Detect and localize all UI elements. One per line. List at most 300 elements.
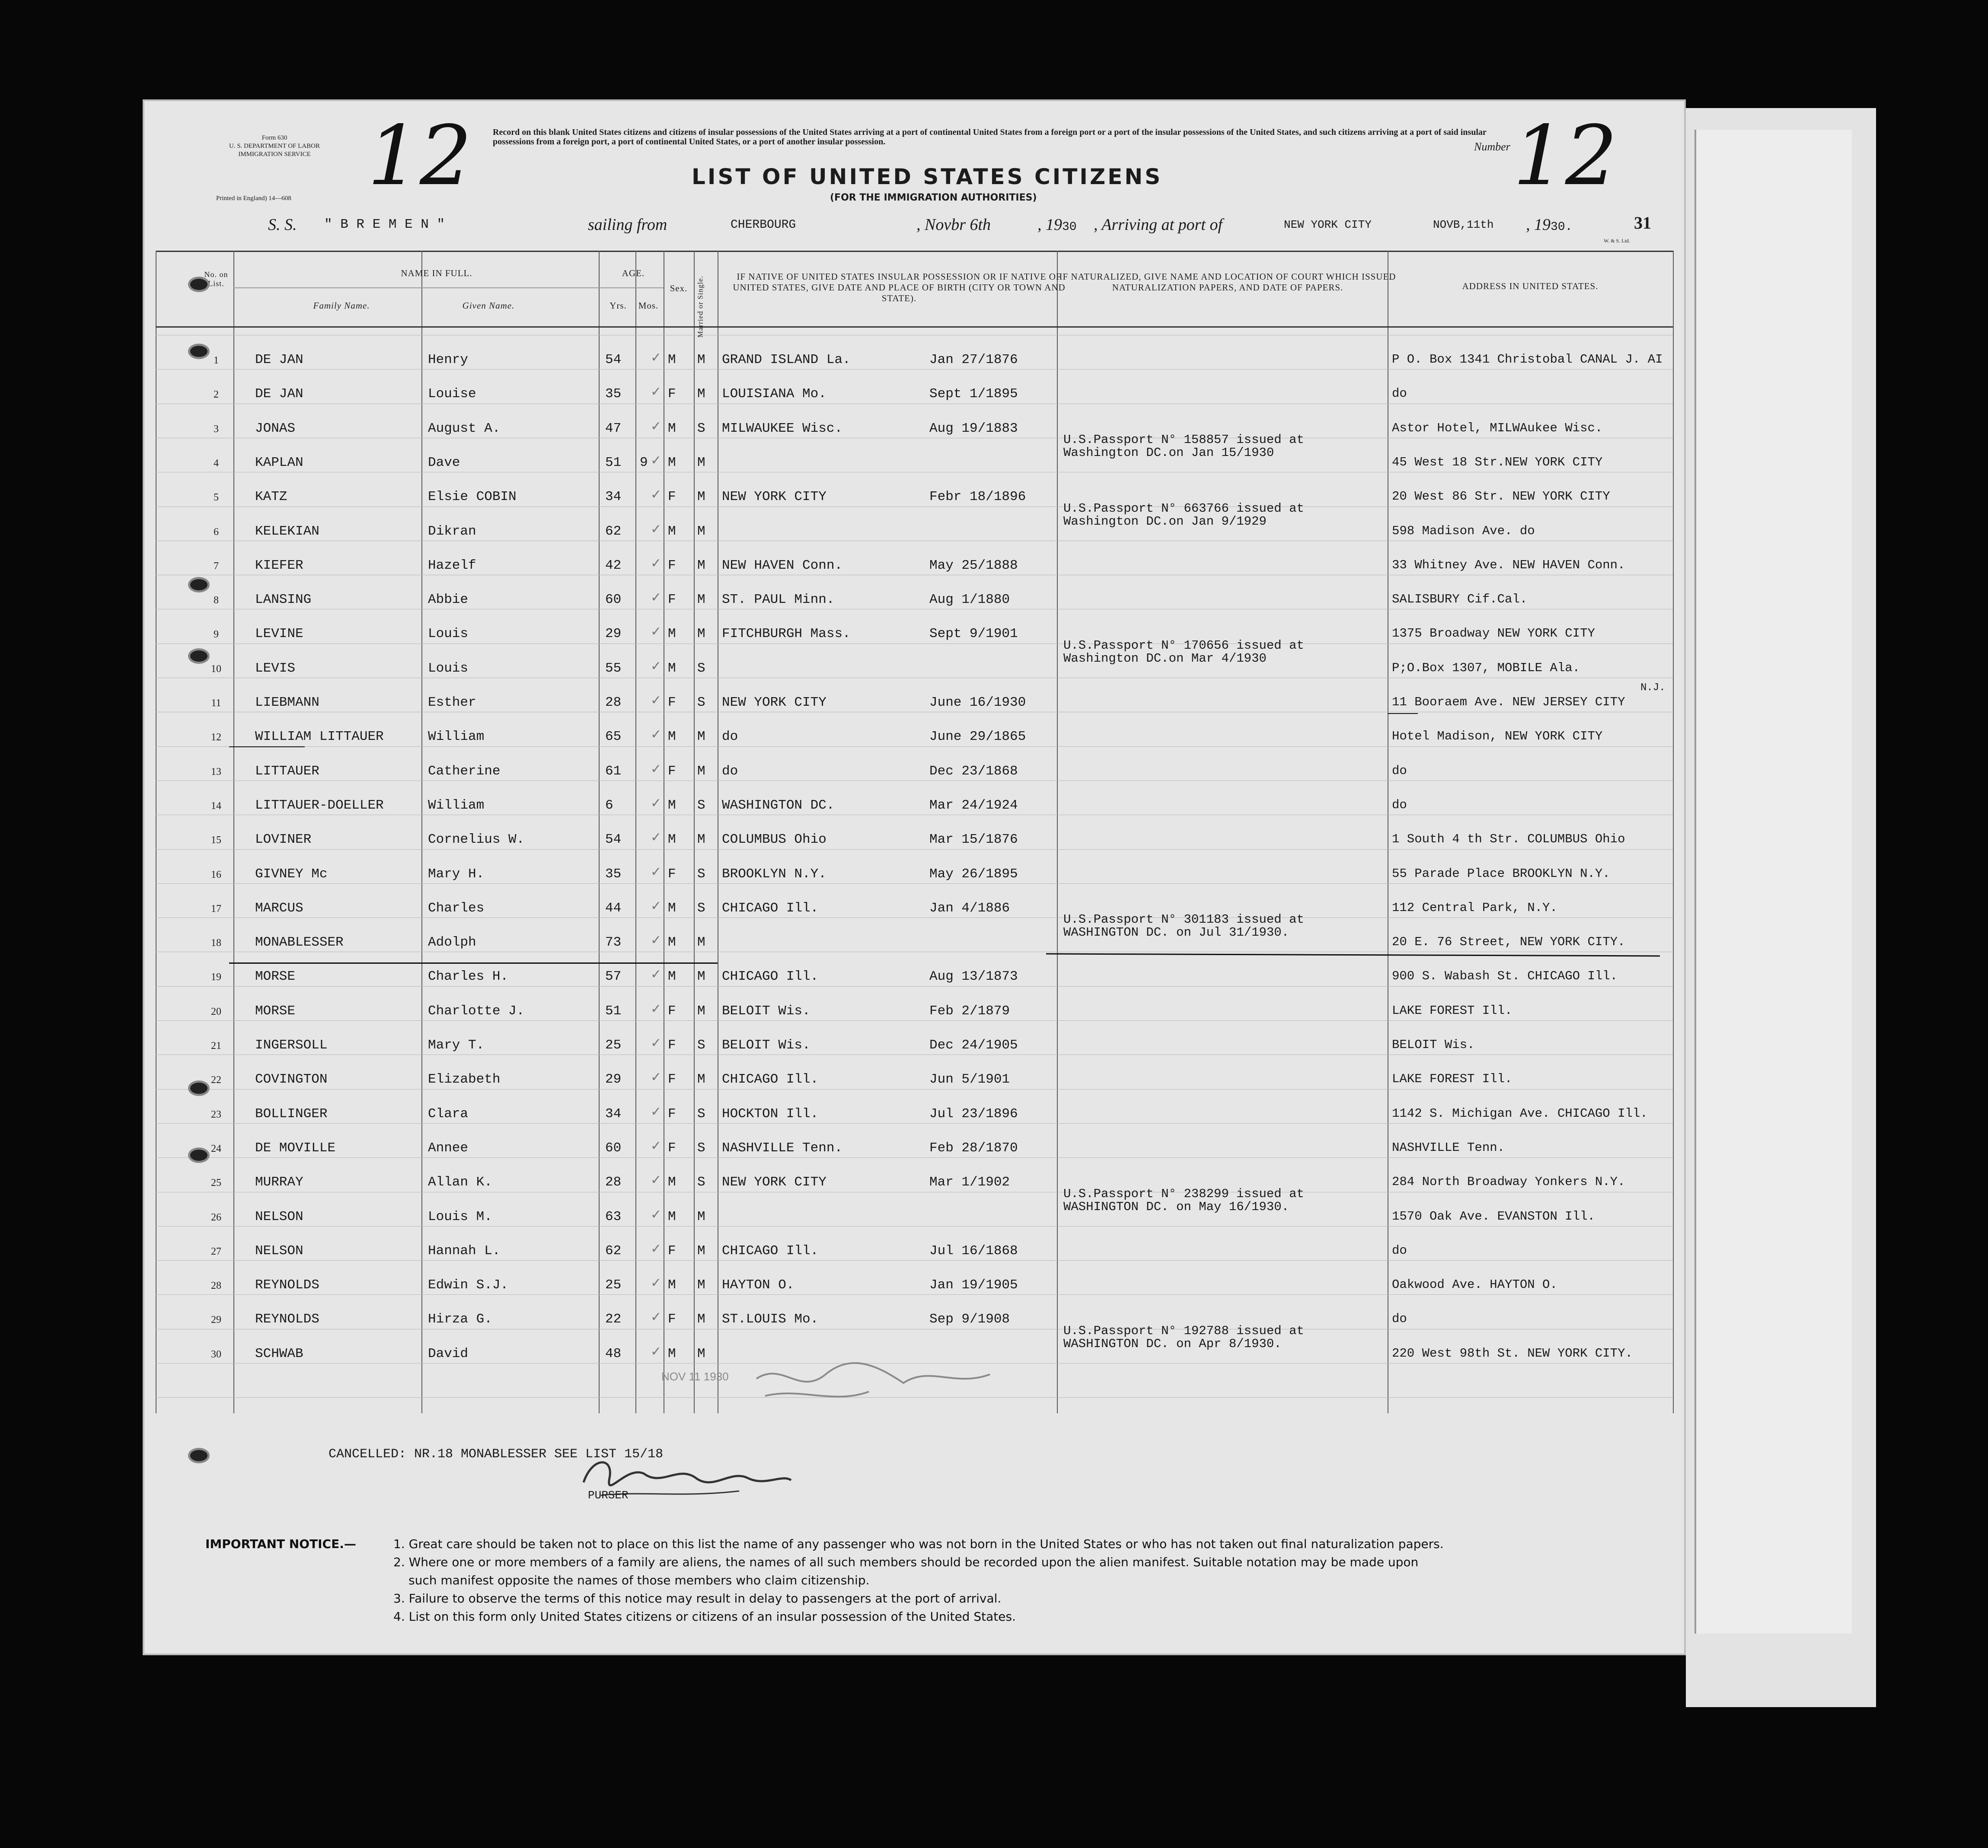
column-rule (233, 251, 234, 1413)
check-mark-icon: ✓ (651, 1207, 662, 1222)
row-rule (156, 369, 1673, 370)
row-address: do (1392, 797, 1407, 812)
form-number: Form 630 (262, 134, 287, 141)
row-birth-date: Sept 9/1901 (929, 626, 1018, 642)
row-marital-status: M (697, 1312, 705, 1327)
sail-date: , Novbr 6th (916, 216, 991, 234)
row-row-number: 17 (211, 903, 221, 914)
column-rule (421, 251, 422, 1413)
row-rule (156, 1294, 1673, 1295)
ship-name: " B R E M E N " (324, 217, 445, 232)
row-sex: F (668, 489, 676, 505)
row-birth-place: ST. PAUL Minn. (722, 592, 835, 608)
row-marital-status: M (697, 523, 705, 539)
row-birth-place: NEW YORK CITY (722, 1175, 826, 1190)
row-rule (156, 1123, 1673, 1124)
row-birth-place: NEW YORK CITY (722, 695, 826, 710)
row-address: 220 West 98th St. NEW YORK CITY. (1392, 1346, 1633, 1361)
row-marital-status: M (697, 1346, 705, 1361)
row-address: P O. Box 1341 Christobal CANAL J. AI (1392, 352, 1663, 366)
row-address: Astor Hotel, MILWAukee Wisc. (1392, 421, 1603, 435)
row-address: 11 Booraem Ave. NEW JERSEY CITY (1392, 695, 1625, 709)
header-no-on-list: No. on List. (204, 270, 228, 288)
row-sex: F (668, 386, 676, 402)
row-family-name: KAPLAN (255, 455, 303, 470)
sail-year-prefix: 19 (1046, 216, 1062, 234)
row-row-number: 8 (214, 595, 219, 606)
row-marital-status: S (697, 1038, 705, 1053)
row-family-name: NELSON (255, 1243, 303, 1259)
row-birth-place: HOCKTON Ill. (722, 1106, 819, 1122)
row-given-name: Cornelius W. (428, 832, 525, 848)
header-birth: IF NATIVE OF UNITED STATES INSULAR POSSESSION OR IF NATIVE OF UNITED STATES, GIVE DATE AND PLACE OF BIRTH (CITY OR TOWN AND STATE). (733, 271, 1066, 303)
row-row-number: 9 (214, 629, 219, 640)
row-row-number: 20 (211, 1006, 221, 1017)
row-sex: F (668, 1038, 676, 1053)
row-marital-status: S (697, 1175, 705, 1190)
check-mark-icon: ✓ (651, 1104, 662, 1119)
column-rule (1673, 251, 1674, 1413)
header-sex: Sex. (670, 283, 688, 293)
row-birth-place: BELOIT Wis. (722, 1003, 811, 1019)
row-birth-date: Dec 24/1905 (929, 1038, 1018, 1053)
purser-label: PURSER (588, 1489, 629, 1502)
row-sex: M (668, 352, 676, 367)
row-age-years: 51 (605, 1003, 622, 1019)
row-family-name: INGERSOLL (255, 1038, 328, 1053)
row-age-years: 62 (605, 523, 622, 539)
row-sex: F (668, 763, 676, 779)
header-married-single: Married or Single. (696, 275, 705, 338)
notice-title: IMPORTANT NOTICE.— (205, 1537, 356, 1551)
notice-item-1: 1. Great care should be taken not to place on this list the name of any passenger who was not born in the United States or who has not taken out final naturalization papers. (393, 1537, 1444, 1551)
row-given-name: Catherine (428, 763, 501, 779)
check-mark-icon: ✓ (651, 762, 662, 776)
column-rule (599, 251, 600, 1413)
check-mark-icon: ✓ (651, 419, 662, 433)
row-birth-place: BELOIT Wis. (722, 1038, 811, 1053)
row-address: do (1392, 763, 1407, 778)
row-sex: F (668, 866, 676, 882)
row-age-years: 34 (605, 1106, 622, 1122)
row-age-years: 60 (605, 1140, 622, 1156)
row-sex: F (668, 1072, 676, 1087)
row-marital-status: M (697, 729, 705, 745)
row-given-name: David (428, 1346, 469, 1361)
row-birth-date: Mar 15/1876 (929, 832, 1018, 848)
row-birth-date: Jan 4/1886 (929, 900, 1010, 916)
row-birth-date: May 26/1895 (929, 866, 1018, 882)
manifest-page (143, 99, 1686, 1655)
row-age-years: 55 (605, 660, 622, 676)
row-family-name: SCHWAB (255, 1346, 303, 1361)
row-row-number: 13 (211, 766, 221, 777)
row-family-name: WILLIAM LITTAUER (255, 729, 384, 745)
row-given-name: Dikran (428, 523, 476, 539)
row-given-name: Hannah L. (428, 1243, 501, 1259)
row-address: NASHVILLE Tenn. (1392, 1140, 1505, 1155)
header-rule (599, 287, 664, 288)
check-mark-icon: ✓ (651, 1344, 662, 1359)
row-sex: F (668, 592, 676, 608)
row-sex: F (668, 1243, 676, 1259)
number-label: Number (1474, 140, 1510, 153)
sail-date-value: Novbr 6th (925, 216, 991, 234)
cancelled-note: CANCELLED: NR.18 MONABLESSER SEE LIST 15/18 (329, 1447, 664, 1462)
row-address: 598 Madison Ave. do (1392, 523, 1535, 538)
row-birth-place: CHICAGO Ill. (722, 969, 819, 985)
row-marital-status: M (697, 969, 705, 985)
port-from: CHERBOURG (731, 218, 796, 232)
row-given-name: Abbie (428, 592, 469, 608)
row-family-name: BOLLINGER (255, 1106, 328, 1122)
row-marital-status: M (697, 1072, 705, 1087)
row-birth-date: Jul 16/1868 (929, 1243, 1018, 1259)
row-row-number: 21 (211, 1040, 221, 1051)
row-birth-date: Jul 23/1896 (929, 1106, 1018, 1122)
row-rule (156, 1089, 1673, 1090)
arriving-label: , Arriving at port of (1094, 216, 1223, 234)
row-address: do (1392, 1243, 1407, 1258)
row-marital-status: M (697, 455, 705, 470)
row-age-years: 29 (605, 1072, 622, 1087)
row-sex: F (668, 1003, 676, 1019)
row-address-note: N.J. (1640, 682, 1666, 694)
printer-mark: W. & S. Ltd. (1604, 238, 1630, 244)
row-birth-date: Mar 24/1924 (929, 797, 1018, 813)
row-age-years: 62 (605, 1243, 622, 1259)
row-birth-place: LOUISIANA Mo. (722, 386, 826, 402)
row-age-years: 22 (605, 1312, 622, 1327)
check-mark-icon: ✓ (651, 522, 662, 536)
row-row-number: 29 (211, 1314, 221, 1326)
row-birth-date: Jan 19/1905 (929, 1278, 1018, 1293)
row-birth-date: May 25/1888 (929, 558, 1018, 573)
row-address: Hotel Madison, NEW YORK CITY (1392, 729, 1603, 744)
punch-hole (190, 1450, 207, 1461)
check-mark-icon: ✓ (651, 796, 662, 810)
row-sex: F (668, 558, 676, 573)
row-given-name: Annee (428, 1140, 469, 1156)
row-rule (156, 1260, 1673, 1261)
row-sex: M (668, 900, 676, 916)
row-given-name: Henry (428, 352, 469, 367)
row-age-years: 54 (605, 352, 622, 367)
row-family-name: KIEFER (255, 558, 303, 573)
header-given-name: Given Name. (462, 300, 515, 311)
row-family-name: NELSON (255, 1209, 303, 1224)
row-row-number: 25 (211, 1177, 221, 1189)
arrive-year: , 1930. (1526, 216, 1573, 234)
row-birth-date: June 16/1930 (929, 695, 1026, 710)
inspector-handwriting (748, 1335, 1137, 1422)
row-family-name: COVINGTON (255, 1072, 328, 1087)
row-birth-place: NEW YORK CITY (722, 489, 826, 505)
row-given-name: William (428, 797, 485, 813)
row-sex: M (668, 626, 676, 642)
row-birth-place: WASHINGTON DC. (722, 797, 835, 813)
row-sex: M (668, 935, 676, 950)
row-age-years: 29 (605, 626, 622, 642)
row-marital-status: M (697, 626, 705, 642)
row-address: 1375 Broadway NEW YORK CITY (1392, 626, 1595, 641)
row-age-years: 35 (605, 386, 622, 402)
row-row-number: 15 (211, 835, 221, 846)
row-marital-status: S (697, 660, 705, 676)
page-number: 31 (1634, 213, 1651, 233)
row-birth-place: GRAND ISLAND La. (722, 352, 851, 367)
row-marital-status: S (697, 1106, 705, 1122)
row-age-years: 35 (605, 866, 622, 882)
row-sex: M (668, 455, 676, 470)
row-naturalization-line2: Washington DC.on Jan 15/1930 (1063, 445, 1274, 460)
strike-row-12 (229, 746, 305, 747)
row-naturalization-line1: U.S.Passport N° 238299 issued at (1063, 1186, 1304, 1201)
row-naturalization-line1: U.S.Passport N° 192788 issued at (1063, 1323, 1304, 1338)
row-marital-status: M (697, 352, 705, 367)
check-mark-icon: ✓ (651, 1036, 662, 1050)
row-address: LAKE FOREST Ill. (1392, 1003, 1513, 1018)
row-marital-status: M (697, 489, 705, 505)
header-naturalized: IF NATURALIZED, GIVE NAME AND LOCATION OF COURT WHICH ISSUED NATURALIZATION PAPERS, AND DATE OF PAPERS. (1059, 271, 1396, 293)
row-row-number: 22 (211, 1074, 221, 1086)
row-birth-place: CHICAGO Ill. (722, 1243, 819, 1259)
row-birth-date: June 29/1865 (929, 729, 1026, 745)
check-mark-icon: ✓ (651, 1001, 662, 1016)
header-yrs: Yrs. (609, 300, 627, 311)
row-birth-date: Feb 2/1879 (929, 1003, 1010, 1019)
row-sex: M (668, 1278, 676, 1293)
row-address: Oakwood Ave. HAYTON O. (1392, 1278, 1557, 1292)
row-address: BELOIT Wis. (1392, 1038, 1475, 1052)
row-family-name: MARCUS (255, 900, 303, 916)
row-family-name: MONABLESSER (255, 935, 344, 950)
row-given-name: Hirza G. (428, 1312, 492, 1327)
row-marital-status: M (697, 592, 705, 608)
list-number-right: 12 (1513, 108, 1618, 204)
row-address: 20 West 86 Str. NEW YORK CITY (1392, 489, 1610, 504)
row-birth-date: Jun 5/1901 (929, 1072, 1010, 1087)
row-family-name: KATZ (255, 489, 287, 505)
row-address: do (1392, 386, 1407, 401)
row-age-years: 28 (605, 695, 622, 710)
row-row-number: 10 (211, 663, 221, 675)
arrive-date: NOVB,11th (1433, 218, 1494, 231)
row-sex: M (668, 660, 676, 676)
check-mark-icon: ✓ (651, 350, 662, 365)
row-given-name: Louise (428, 386, 476, 402)
check-mark-icon: ✓ (651, 693, 662, 707)
check-mark-icon: ✓ (651, 590, 662, 605)
row-family-name: MURRAY (255, 1175, 303, 1190)
row-row-number: 19 (211, 972, 221, 983)
row-sex: F (668, 695, 676, 710)
printed-note: Printed in England) 14—608 (216, 195, 291, 202)
check-mark-icon: ✓ (651, 727, 662, 742)
row-family-name: LITTAUER (255, 763, 319, 779)
row-birth-date: Sept 1/1895 (929, 386, 1018, 402)
row-row-number: 23 (211, 1109, 221, 1120)
row-birth-place: CHICAGO Ill. (722, 1072, 819, 1087)
row-given-name: Louis M. (428, 1209, 492, 1224)
row-rule (156, 986, 1673, 987)
punch-hole (190, 650, 207, 662)
row-birth-place: do (722, 763, 738, 779)
row-naturalization-line2: WASHINGTON DC. on Apr 8/1930. (1063, 1336, 1282, 1351)
row-marital-status: S (697, 866, 705, 882)
check-mark-icon: ✓ (651, 556, 662, 570)
row-age-years: 57 (605, 969, 622, 985)
punch-hole (190, 279, 207, 290)
row-marital-status: M (697, 386, 705, 402)
row-age-years: 28 (605, 1175, 622, 1190)
row-given-name: Mary H. (428, 866, 485, 882)
row-marital-status: S (697, 695, 705, 710)
row-row-number: 30 (211, 1348, 221, 1360)
row-family-name: LITTAUER-DOELLER (255, 797, 384, 813)
row-marital-status: M (697, 1209, 705, 1224)
row-given-name: Charles H. (428, 969, 509, 985)
row-age-years: 60 (605, 592, 622, 608)
row-family-name: DE JAN (255, 352, 303, 367)
ss-label: S. S. (268, 216, 297, 234)
row-given-name: Clara (428, 1106, 469, 1122)
page-title: LIST OF UNITED STATES CITIZENS (692, 164, 1163, 189)
row-address: 112 Central Park, N.Y. (1392, 900, 1557, 915)
row-birth-date: Jan 27/1876 (929, 352, 1018, 367)
punch-hole (190, 1083, 207, 1094)
row-birth-date: Aug 1/1880 (929, 592, 1010, 608)
row-birth-date: Dec 23/1868 (929, 763, 1018, 779)
row-row-number: 24 (211, 1143, 221, 1154)
row-rule (156, 849, 1673, 850)
page-subtitle: (FOR THE IMMIGRATION AUTHORITIES) (830, 192, 1037, 203)
row-sex: F (668, 1312, 676, 1327)
row-given-name: Adolph (428, 935, 476, 950)
row-sex: M (668, 523, 676, 539)
row-sex: M (668, 421, 676, 436)
row-age-years: 44 (605, 900, 622, 916)
arrive-year-value: 30. (1551, 220, 1573, 234)
row-birth-date: Mar 1/1902 (929, 1175, 1010, 1190)
row-sex: F (668, 1106, 676, 1122)
header-rule (233, 287, 599, 288)
header-address: ADDRESS IN UNITED STATES. (1462, 281, 1599, 291)
record-instructions: Record on this blank United States citizens and citizens of insular possessions of the United States arriving at a port of continental United States from a foreign port or a port of the insular possessions of the United States, and such citizens arriving at a port of said insular possessions from a foreign port, a port of continental United States, or a port of another insular possession. (493, 127, 1487, 147)
row-address: 284 North Broadway Yonkers N.Y. (1392, 1175, 1625, 1189)
port-to: NEW YORK CITY (1284, 218, 1372, 231)
row-sex: M (668, 969, 676, 985)
check-mark-icon: ✓ (651, 899, 662, 913)
row-address: P;O.Box 1307, MOBILE Ala. (1392, 660, 1580, 675)
row-birth-place: ST.LOUIS Mo. (722, 1312, 819, 1327)
row-family-name: MORSE (255, 969, 296, 985)
row-row-number: 11 (211, 698, 221, 709)
row-marital-status: M (697, 1003, 705, 1019)
row-age-years: 51 (605, 455, 622, 470)
row-family-name: LEVIS (255, 660, 296, 676)
punch-hole (190, 579, 207, 590)
row-marital-status: S (697, 1140, 705, 1156)
row-address: 55 Parade Place BROOKLYN N.Y. (1392, 866, 1610, 881)
row-given-name: Hazelf (428, 558, 476, 573)
row-age-years: 63 (605, 1209, 622, 1224)
row-rule (156, 1020, 1673, 1021)
row-age-years: 25 (605, 1278, 622, 1293)
row-family-name: JONAS (255, 421, 296, 436)
row-address: 1142 S. Michigan Ave. CHICAGO Ill. (1392, 1106, 1648, 1121)
row-address: 45 West 18 Str.NEW YORK CITY (1392, 455, 1603, 469)
row-given-name: Louis (428, 626, 469, 642)
row-birth-place: NASHVILLE Tenn. (722, 1140, 843, 1156)
row-family-name: MORSE (255, 1003, 296, 1019)
row-marital-status: S (697, 797, 705, 813)
row-rule (156, 746, 1673, 747)
notice-item-2-cont: such manifest opposite the names of those members who claim citizenship. (408, 1573, 870, 1587)
row-row-number: 5 (214, 492, 219, 503)
row-naturalization-line1: U.S.Passport N° 301183 issued at (1063, 912, 1304, 927)
row-marital-status: M (697, 935, 705, 950)
row-naturalization-line1: U.S.Passport N° 170656 issued at (1063, 638, 1304, 653)
sailing-label: sailing from (588, 216, 667, 234)
row-marital-status: M (697, 763, 705, 779)
row-birth-date: Aug 19/1883 (929, 421, 1018, 436)
arrival-date-stamp: NOV 11 1930 (661, 1370, 729, 1383)
row-family-name: DE JAN (255, 386, 303, 402)
row-address: 33 Whitney Ave. NEW HAVEN Conn. (1392, 558, 1625, 572)
row-given-name: Edwin S.J. (428, 1278, 509, 1293)
row-birth-place: HAYTON O. (722, 1278, 795, 1293)
row-marital-status: S (697, 421, 705, 436)
strike-row-11 (1388, 713, 1418, 714)
row-sex: F (668, 1140, 676, 1156)
row-family-name: LOVINER (255, 832, 312, 848)
check-mark-icon: ✓ (651, 1241, 662, 1256)
row-age-years: 42 (605, 558, 622, 573)
header-age: AGE. (622, 268, 645, 278)
column-rule (694, 251, 695, 1413)
check-mark-icon: ✓ (651, 967, 662, 982)
row-naturalization-line1: U.S.Passport N° 663766 issued at (1063, 501, 1304, 516)
header-family-name: Family Name. (313, 300, 370, 311)
form-info (216, 134, 333, 159)
row-address: 1570 Oak Ave. EVANSTON Ill. (1392, 1209, 1595, 1224)
strike-row-18-left (229, 962, 718, 964)
row-marital-status: M (697, 1243, 705, 1259)
check-mark-icon: ✓ (651, 1138, 662, 1153)
row-birth-place: MILWAUKEE Wisc. (722, 421, 843, 436)
row-row-number: 1 (214, 355, 219, 366)
row-row-number: 26 (211, 1211, 221, 1223)
row-sex: M (668, 832, 676, 848)
row-sex: M (668, 1175, 676, 1190)
check-mark-icon: ✓ (651, 830, 662, 845)
row-family-name: DE MOVILLE (255, 1140, 336, 1156)
punch-hole (190, 1150, 207, 1161)
service: IMMIGRATION SERVICE (238, 151, 311, 158)
row-given-name: Allan K. (428, 1175, 492, 1190)
row-sex: M (668, 797, 676, 813)
row-family-name: LANSING (255, 592, 312, 608)
check-mark-icon: ✓ (651, 1173, 662, 1188)
row-address: do (1392, 1312, 1407, 1326)
row-sex: M (668, 1209, 676, 1224)
row-address: SALISBURY Cif.Cal. (1392, 592, 1528, 607)
row-sex: M (668, 729, 676, 745)
row-age-months: 9 (640, 455, 648, 470)
row-given-name: Elizabeth (428, 1072, 501, 1087)
check-mark-icon: ✓ (651, 933, 662, 948)
